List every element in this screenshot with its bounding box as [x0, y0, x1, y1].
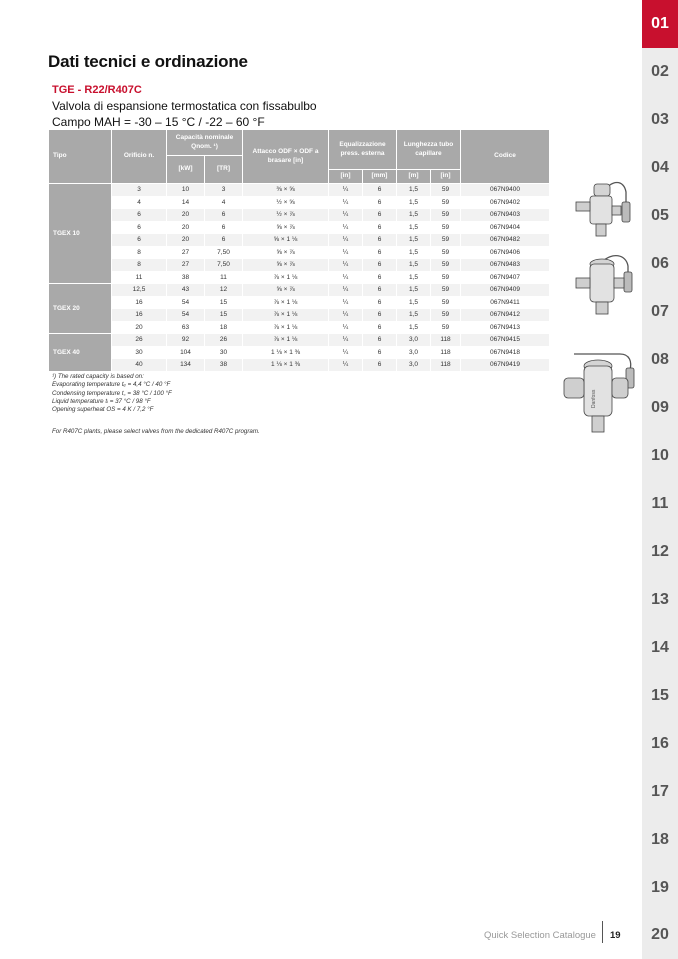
header-eq-in: [in]	[329, 170, 363, 184]
tr-cell: 15	[205, 296, 243, 309]
orifice-cell: 26	[112, 334, 167, 347]
conn-cell: ⅞ × 1 ⅛	[243, 271, 329, 284]
m-cell: 1,5	[397, 321, 431, 334]
tr-cell: 3	[205, 184, 243, 197]
table-row	[49, 209, 550, 222]
tr-cell: 12	[205, 284, 243, 297]
tgex20-valve-image	[572, 252, 634, 318]
m-cell: 1,5	[397, 284, 431, 297]
eq-mm-cell: 6	[363, 259, 397, 272]
orifice-cell: 30	[112, 346, 167, 359]
tgex10-valve-image	[572, 178, 634, 242]
footnote-line: Evaporating temperature tₑ = 4,4 °C / 40 °F	[52, 381, 171, 389]
in-cell: 118	[431, 346, 461, 359]
in-cell: 118	[431, 359, 461, 372]
conn-cell: 1 ⅛ × 1 ⅜	[243, 359, 329, 372]
table-row	[49, 221, 550, 234]
table-row	[49, 359, 550, 372]
header-kw: [kW]	[167, 156, 205, 184]
code-cell: 067N9412	[461, 309, 550, 322]
code-cell: 067N9411	[461, 296, 550, 309]
code-cell: 067N9407	[461, 271, 550, 284]
conn-cell: ⅞ × 1 ⅛	[243, 309, 329, 322]
eq-in-cell: ¼	[329, 246, 363, 259]
footer-page-number: 19	[610, 930, 621, 941]
type-cell: TGEX 20	[49, 284, 112, 334]
chapter-tab-20[interactable]: 20	[651, 926, 669, 943]
chapter-tab-19[interactable]: 19	[651, 879, 669, 896]
code-cell: 067N9404	[461, 221, 550, 234]
table-row	[49, 271, 550, 284]
orifice-cell: 12,5	[112, 284, 167, 297]
conn-cell: ⅝ × ⅞	[243, 284, 329, 297]
in-cell: 59	[431, 284, 461, 297]
page-title: Dati tecnici e ordinazione	[48, 52, 248, 71]
type-cell: TGEX 40	[49, 334, 112, 372]
tr-cell: 38	[205, 359, 243, 372]
valve-brand-label: Danfoss	[591, 389, 597, 408]
tr-cell: 26	[205, 334, 243, 347]
in-cell: 59	[431, 221, 461, 234]
eq-mm-cell: 6	[363, 359, 397, 372]
conn-cell: ½ × ⅞	[243, 209, 329, 222]
orifice-cell: 16	[112, 296, 167, 309]
eq-in-cell: ¼	[329, 184, 363, 197]
in-cell: 59	[431, 271, 461, 284]
eq-mm-cell: 6	[363, 346, 397, 359]
header-orificio: Orificio n.	[112, 130, 167, 184]
tr-cell: 30	[205, 346, 243, 359]
chapter-tab-07[interactable]: 07	[651, 303, 669, 320]
orifice-cell: 16	[112, 309, 167, 322]
kw-cell: 54	[167, 309, 205, 322]
header-capacity	[167, 130, 243, 156]
orifice-cell: 20	[112, 321, 167, 334]
code-cell: 067N9415	[461, 334, 550, 347]
chapter-tab-05[interactable]: 05	[651, 207, 669, 224]
in-cell: 59	[431, 184, 461, 197]
orifice-cell: 8	[112, 259, 167, 272]
header-len-in: [in]	[431, 170, 461, 184]
conn-cell: ⅝ × ⅞	[243, 246, 329, 259]
kw-cell: 43	[167, 284, 205, 297]
header-attacco: Attacco ODF × ODF a brasare [in]	[243, 130, 329, 184]
tr-cell: 7,50	[205, 259, 243, 272]
eq-in-cell: ¼	[329, 346, 363, 359]
in-cell: 118	[431, 334, 461, 347]
conn-cell: ½ × ⅝	[243, 196, 329, 209]
orifice-cell: 6	[112, 209, 167, 222]
conn-cell: ⅝ × 1 ⅛	[243, 234, 329, 247]
eq-mm-cell: 6	[363, 184, 397, 197]
tr-cell: 4	[205, 196, 243, 209]
conn-cell: ⅜ × ⅝	[243, 184, 329, 197]
conn-cell: ⅞ × 1 ⅛	[243, 296, 329, 309]
chapter-sidebar	[642, 0, 678, 959]
chapter-tab-13[interactable]: 13	[651, 591, 669, 608]
in-cell: 59	[431, 321, 461, 334]
header-equalizzazione: Equalizzazione press. esterna	[329, 130, 397, 170]
code-cell: 067N9409	[461, 284, 550, 297]
tr-cell: 15	[205, 309, 243, 322]
kw-cell: 14	[167, 196, 205, 209]
tr-cell: 6	[205, 234, 243, 247]
footer-catalogue-title: Quick Selection Catalogue	[484, 930, 596, 941]
code-cell: 067N9400	[461, 184, 550, 197]
tgex40-valve-image	[562, 346, 636, 436]
chapter-tab-03[interactable]: 03	[651, 111, 669, 128]
m-cell: 3,0	[397, 346, 431, 359]
orifice-cell: 4	[112, 196, 167, 209]
kw-cell: 20	[167, 209, 205, 222]
in-cell: 59	[431, 234, 461, 247]
m-cell: 1,5	[397, 246, 431, 259]
header-capacity-label: Capacità nominale	[175, 134, 234, 142]
eq-mm-cell: 6	[363, 234, 397, 247]
m-cell: 1,5	[397, 259, 431, 272]
kw-cell: 104	[167, 346, 205, 359]
eq-in-cell: ¼	[329, 259, 363, 272]
spec-table	[48, 129, 550, 372]
eq-mm-cell: 6	[363, 196, 397, 209]
conn-cell: ⅝ × ⅞	[243, 221, 329, 234]
code-cell: 067N9413	[461, 321, 550, 334]
eq-in-cell: ¼	[329, 196, 363, 209]
eq-mm-cell: 6	[363, 209, 397, 222]
m-cell: 3,0	[397, 334, 431, 347]
table-row	[49, 321, 550, 334]
eq-in-cell: ¼	[329, 284, 363, 297]
kw-cell: 134	[167, 359, 205, 372]
table-row	[49, 296, 550, 309]
orifice-cell: 3	[112, 184, 167, 197]
footnote-line: Condensing temperature t꜀ = 38 °C / 100 °F	[52, 389, 172, 397]
tr-cell: 11	[205, 271, 243, 284]
header-lunghezza: Lunghezza tubo capillare	[397, 130, 461, 170]
eq-mm-cell: 6	[363, 284, 397, 297]
table-row	[49, 334, 550, 347]
chapter-tab-15[interactable]: 15	[651, 687, 669, 704]
eq-in-cell: ¼	[329, 321, 363, 334]
in-cell: 59	[431, 209, 461, 222]
kw-cell: 20	[167, 234, 205, 247]
eq-in-cell: ¼	[329, 271, 363, 284]
table-row	[49, 284, 550, 297]
eq-in-cell: ¼	[329, 309, 363, 322]
conn-cell: ⅞ × 1 ⅛	[243, 334, 329, 347]
eq-mm-cell: 6	[363, 246, 397, 259]
chapter-tab-02[interactable]: 02	[651, 63, 669, 80]
eq-mm-cell: 6	[363, 321, 397, 334]
eq-mm-cell: 6	[363, 334, 397, 347]
chapter-tab-16[interactable]: 16	[651, 735, 669, 752]
header-len-m: [m]	[397, 170, 431, 184]
tr-cell: 18	[205, 321, 243, 334]
m-cell: 1,5	[397, 234, 431, 247]
eq-mm-cell: 6	[363, 221, 397, 234]
kw-cell: 27	[167, 246, 205, 259]
code-cell: 067N9483	[461, 259, 550, 272]
code-cell: 067N9406	[461, 246, 550, 259]
eq-mm-cell: 6	[363, 271, 397, 284]
code-cell: 067N9418	[461, 346, 550, 359]
eq-in-cell: ¼	[329, 334, 363, 347]
m-cell: 1,5	[397, 209, 431, 222]
footnote-line: Liquid temperature tₗ = 37 °C / 98 °F	[52, 397, 151, 405]
m-cell: 1,5	[397, 184, 431, 197]
tr-cell: 7,50	[205, 246, 243, 259]
chapter-tab-12[interactable]: 12	[651, 543, 669, 560]
r407c-note: For R407C plants, please select valves from the dedicated R407C program.	[52, 428, 260, 435]
code-cell: 067N9403	[461, 209, 550, 222]
code-cell: 067N9419	[461, 359, 550, 372]
m-cell: 1,5	[397, 296, 431, 309]
chapter-tab-18[interactable]: 18	[651, 831, 669, 848]
m-cell: 1,5	[397, 196, 431, 209]
chapter-tab-06[interactable]: 06	[651, 255, 669, 272]
code-cell: 067N9402	[461, 196, 550, 209]
table-row	[49, 246, 550, 259]
product-description: Valvola di espansione termostatica con fissabulbo	[52, 99, 317, 113]
orifice-cell: 11	[112, 271, 167, 284]
table-row	[49, 309, 550, 322]
eq-in-cell: ¼	[329, 359, 363, 372]
header-capacity-sub: Qnom. ¹)	[191, 142, 218, 150]
kw-cell: 20	[167, 221, 205, 234]
header-eq-mm: [mm]	[363, 170, 397, 184]
m-cell: 1,5	[397, 309, 431, 322]
orifice-cell: 40	[112, 359, 167, 372]
code-cell: 067N9482	[461, 234, 550, 247]
table-row	[49, 346, 550, 359]
kw-cell: 27	[167, 259, 205, 272]
in-cell: 59	[431, 246, 461, 259]
in-cell: 59	[431, 196, 461, 209]
eq-in-cell: ¼	[329, 296, 363, 309]
eq-in-cell: ¼	[329, 234, 363, 247]
tr-cell: 6	[205, 221, 243, 234]
product-subtitle: TGE - R22/R407C	[52, 84, 142, 96]
in-cell: 59	[431, 309, 461, 322]
m-cell: 3,0	[397, 359, 431, 372]
eq-in-cell: ¼	[329, 221, 363, 234]
orifice-cell: 6	[112, 221, 167, 234]
chapter-tab-09[interactable]: 09	[651, 399, 669, 416]
conn-cell: 1 ⅛ × 1 ⅜	[243, 346, 329, 359]
type-cell: TGEX 10	[49, 184, 112, 284]
header-tr: [TR]	[205, 156, 243, 184]
chapter-tab-08[interactable]: 08	[651, 351, 669, 368]
kw-cell: 38	[167, 271, 205, 284]
kw-cell: 10	[167, 184, 205, 197]
orifice-cell: 8	[112, 246, 167, 259]
chapter-tab-11[interactable]: 11	[651, 495, 669, 512]
m-cell: 1,5	[397, 221, 431, 234]
conn-cell: ⅞ × 1 ⅛	[243, 321, 329, 334]
kw-cell: 54	[167, 296, 205, 309]
mah-range: Campo MAH = -30 – 15 °C / -22 – 60 °F	[52, 115, 265, 129]
footnote-line: Opening superheat OS = 4 K / 7,2 °F	[52, 406, 154, 414]
chapter-tab-14[interactable]: 14	[651, 639, 669, 656]
footer-divider	[602, 921, 603, 943]
tr-cell: 6	[205, 209, 243, 222]
conn-cell: ⅝ × ⅞	[243, 259, 329, 272]
table-row	[49, 184, 550, 197]
chapter-tab-04[interactable]: 04	[651, 159, 669, 176]
chapter-tab-10[interactable]: 10	[651, 447, 669, 464]
eq-in-cell: ¼	[329, 209, 363, 222]
in-cell: 59	[431, 296, 461, 309]
chapter-tab-01[interactable]: 01	[642, 0, 678, 48]
eq-mm-cell: 6	[363, 309, 397, 322]
header-codice: Codice	[461, 130, 550, 184]
chapter-tab-17[interactable]: 17	[651, 783, 669, 800]
orifice-cell: 6	[112, 234, 167, 247]
kw-cell: 63	[167, 321, 205, 334]
footnotes	[52, 373, 172, 414]
table-row	[49, 196, 550, 209]
table-row	[49, 259, 550, 272]
in-cell: 59	[431, 259, 461, 272]
footnote-line: ¹) The rated capacity is based on:	[52, 373, 144, 380]
table-row	[49, 234, 550, 247]
eq-mm-cell: 6	[363, 296, 397, 309]
m-cell: 1,5	[397, 271, 431, 284]
kw-cell: 92	[167, 334, 205, 347]
header-tipo: Tipo	[49, 130, 112, 184]
